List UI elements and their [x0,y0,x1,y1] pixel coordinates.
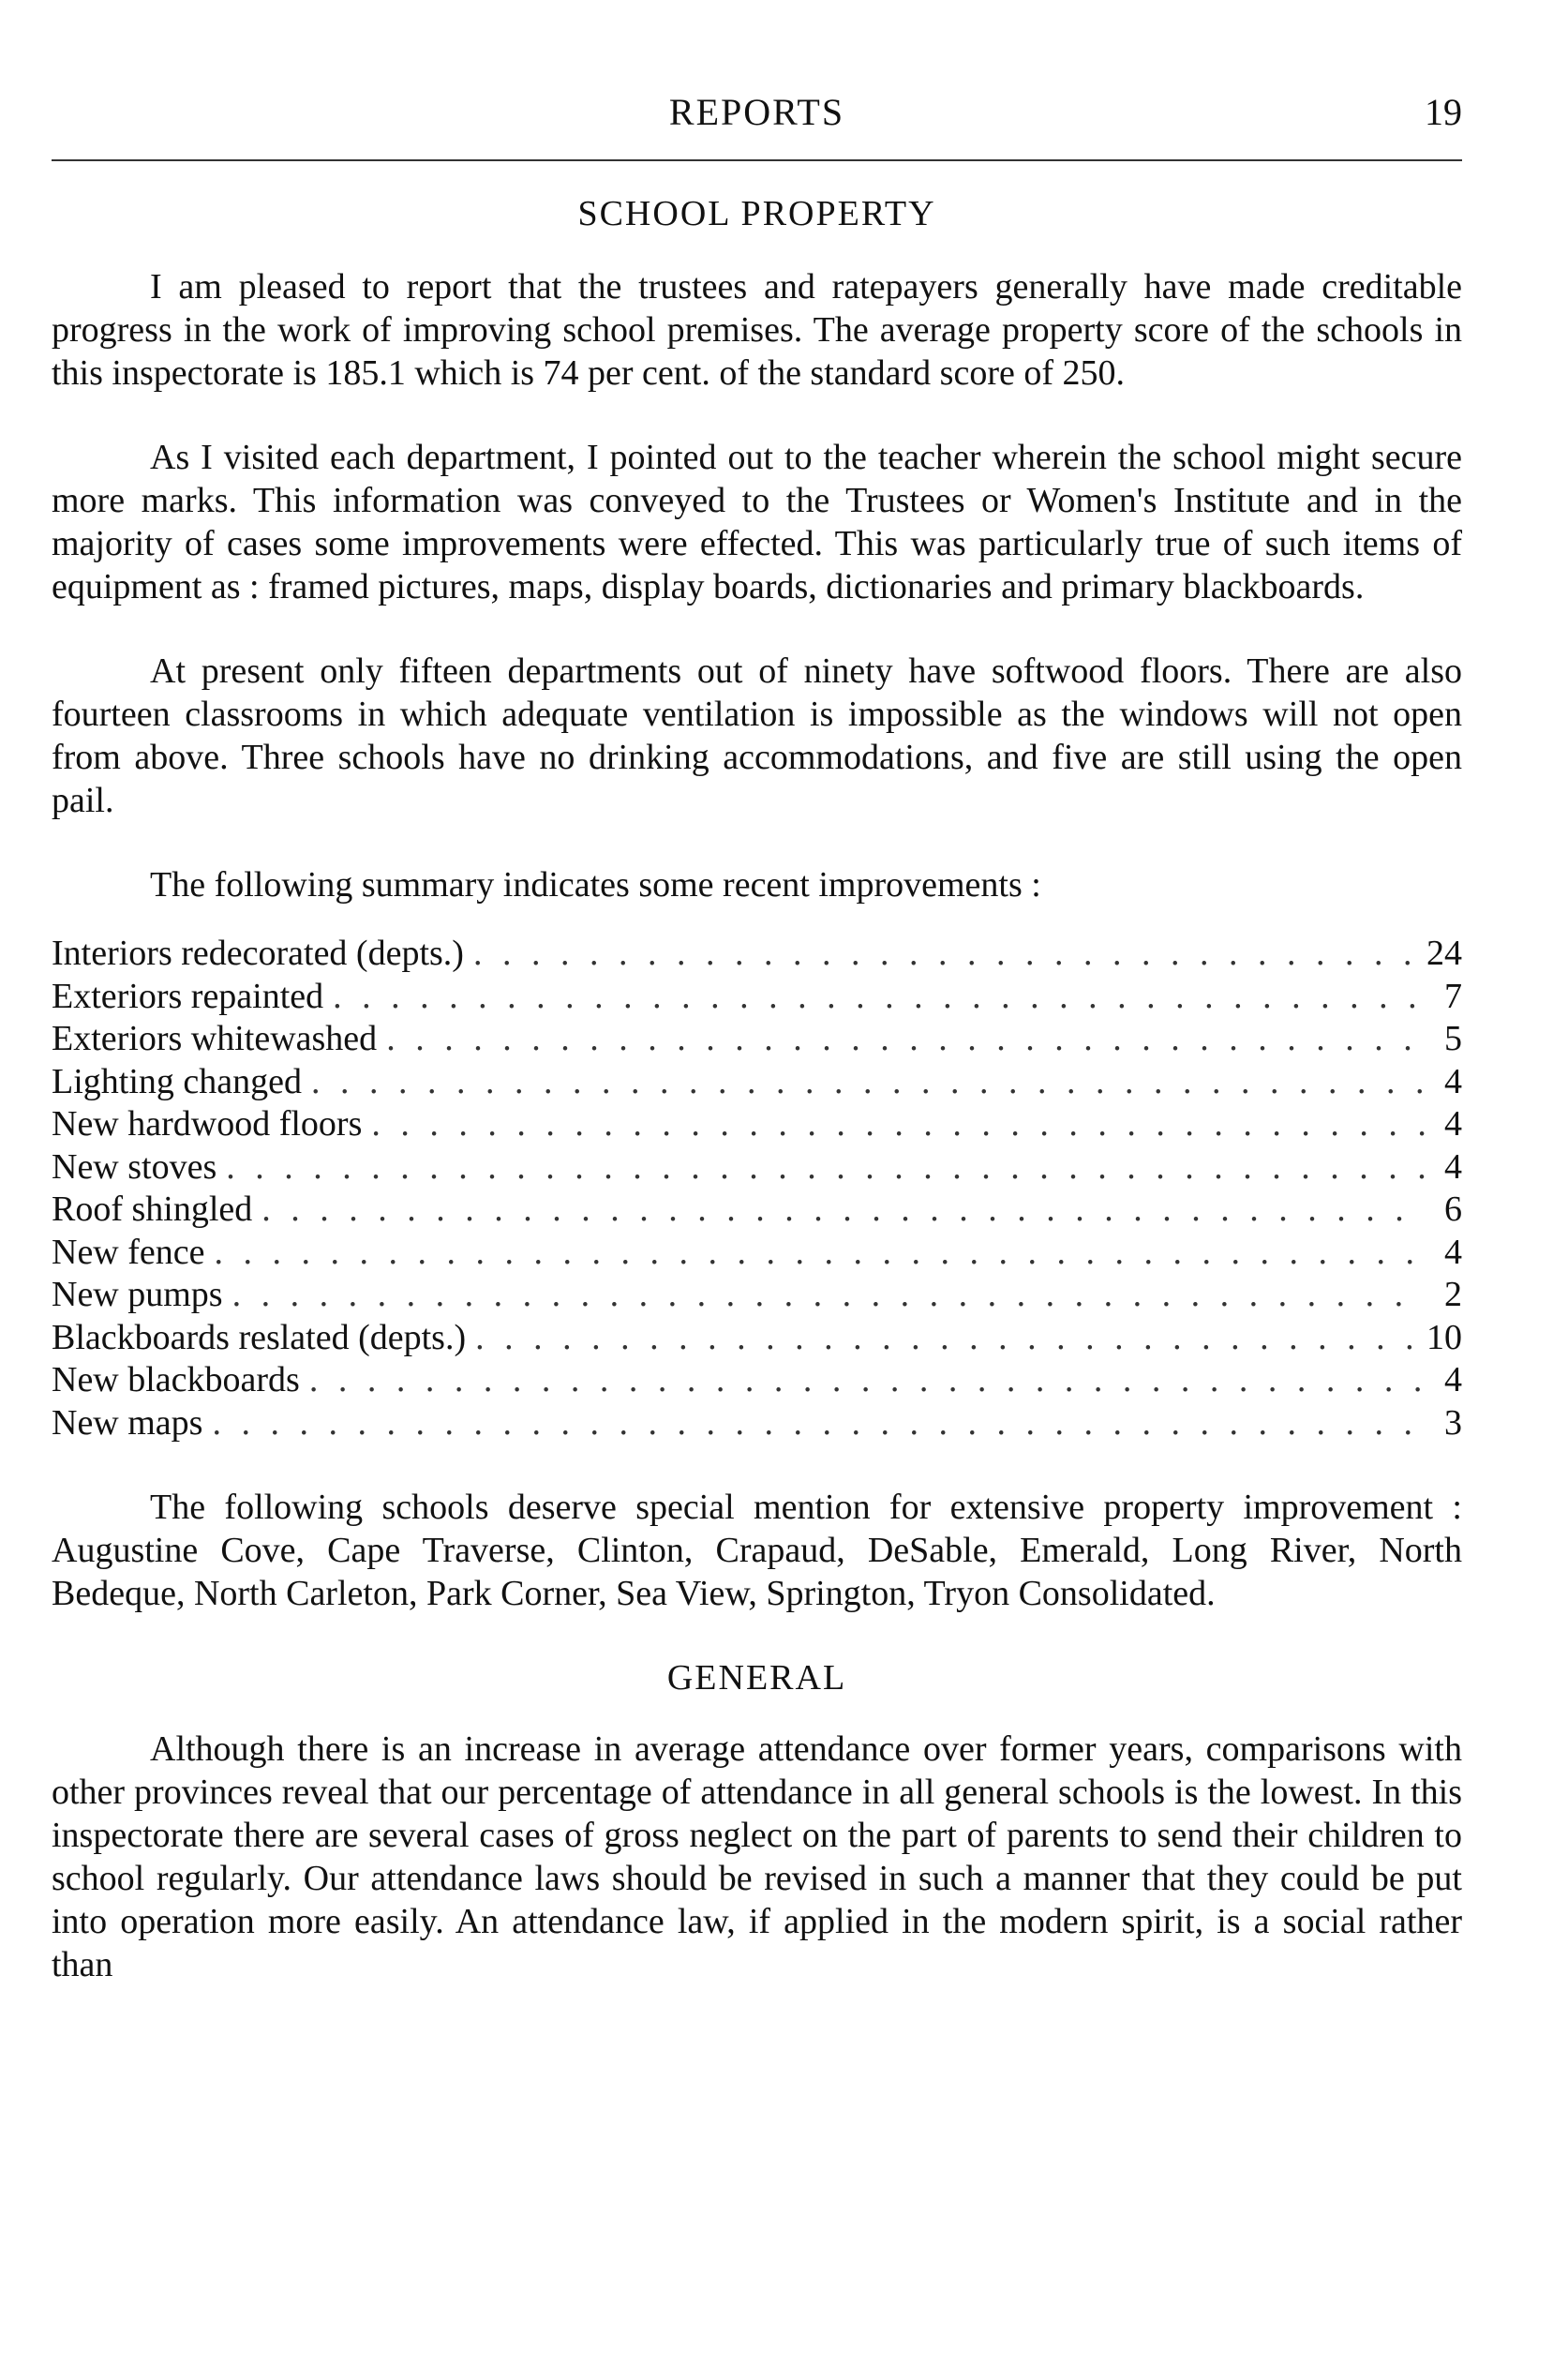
summary-item [52,1018,1462,1061]
summary-item-value: 4 [1444,1360,1462,1399]
summary-item [52,1402,1462,1445]
summary-item-value: 10 [1426,1317,1462,1357]
summary-item-label: Roof shingled [52,1190,253,1229]
summary-item [52,1274,1462,1317]
summary-item-label: Blackboards reslated (depts.) [52,1317,467,1357]
summary-item [52,1061,1462,1104]
summary-item-label: New pumps [52,1275,223,1314]
header-rule [52,159,1462,161]
summary-item [52,1103,1462,1146]
page-body [52,192,1462,2027]
summary-item-label: Lighting changed [52,1061,302,1101]
summary-item-label: New blackboards [52,1360,300,1399]
dot-leader [309,1359,1425,1402]
paragraph: The following summary indicates some recent improvements : [150,865,1041,905]
dot-leader [261,1189,1425,1232]
dot-leader [311,1061,1425,1104]
dot-leader [226,1146,1425,1190]
paragraph: The following schools deserve special mention for extensive property improvement : Augustine Cove, Cape Traverse, Clinton, Crapaud, DeSable, Emerald, Long River, North Bedeque, North Carleton, Park Corner, Sea View, Springton, Tryon Consolidated. [52,1488,1462,1613]
summary-item-value: 4 [1444,1232,1462,1272]
paragraph: I am pleased to report that the trustees and ratepayers generally have made creditable progress in the work of improving school premises. The average property score of the schools in this inspectorate is 185.1 which is 74 per cent. of the standard score of 250. [52,267,1462,393]
summary-item-label: Exteriors repainted [52,976,324,1016]
paragraph: Although there is an increase in average attendance over former years, comparisons with other provinces reveal that our percentage of attendance in all general schools is the lowest. In this inspectorate there are several cases of gross neglect on the part of parents to send their children to school regularly. Our attendance laws should be revised in such a manner that they could be put into operation more easily. An attendance law, if applied in the modern spirit, is a social rather than [52,1729,1462,1984]
summary-item [52,1146,1462,1190]
summary-item-value: 4 [1444,1146,1462,1187]
summary-item-value: 5 [1444,1019,1462,1058]
paragraph: At present only fifteen departments out of ninety have softwood floors. There are also fourteen classrooms in which adequate ventilation is impossible as the windows will not open from above. Three schools have no drinking accommodations, and five are still using the open pail. [52,651,1462,820]
dot-leader [371,1103,1425,1146]
summary-item [52,976,1462,1019]
improvements-summary-list [52,933,1462,1444]
summary-item-value: 3 [1444,1402,1462,1443]
page-number: 19 [1425,91,1462,133]
summary-item-label: New stoves [52,1146,217,1187]
summary-item-value: 24 [1426,934,1462,973]
summary-item-value: 4 [1444,1104,1462,1144]
section-title-general: GENERAL [666,1658,847,1698]
dot-leader [386,1018,1425,1061]
paragraph: As I visited each department, I pointed out to the teacher wherein the school might secure more marks. This information was conveyed to the Trustees or Women's Institute and in the majority of cases some improvements were effected. This was particularly true of such items of equipment as : framed pictures, maps, display boards, dictionaries and primary blackboards. [52,438,1462,606]
summary-item [52,1359,1462,1402]
running-title: REPORTS [668,91,845,133]
summary-item-label: Exteriors whitewashed [52,1019,378,1058]
summary-item-label: New maps [52,1402,203,1443]
summary-item-label: Interiors redecorated (depts.) [52,934,464,973]
dot-leader [333,976,1425,1019]
summary-item [52,933,1462,976]
section-title-school-property: SCHOOL PROPERTY [577,194,936,233]
summary-item-label: New fence [52,1232,205,1272]
summary-item-label: New hardwood floors [52,1104,363,1144]
summary-item [52,1189,1462,1232]
summary-item [52,1317,1462,1360]
dot-leader [232,1274,1425,1317]
summary-item-value: 4 [1444,1061,1462,1101]
dot-leader [475,1317,1417,1360]
summary-item [52,1232,1462,1275]
summary-item-value: 7 [1444,976,1462,1016]
summary-item-value: 6 [1444,1190,1462,1229]
dot-leader [473,933,1417,976]
page-header [52,90,1462,146]
dot-leader [215,1232,1425,1275]
dot-leader [212,1402,1425,1445]
summary-item-value: 2 [1444,1275,1462,1314]
